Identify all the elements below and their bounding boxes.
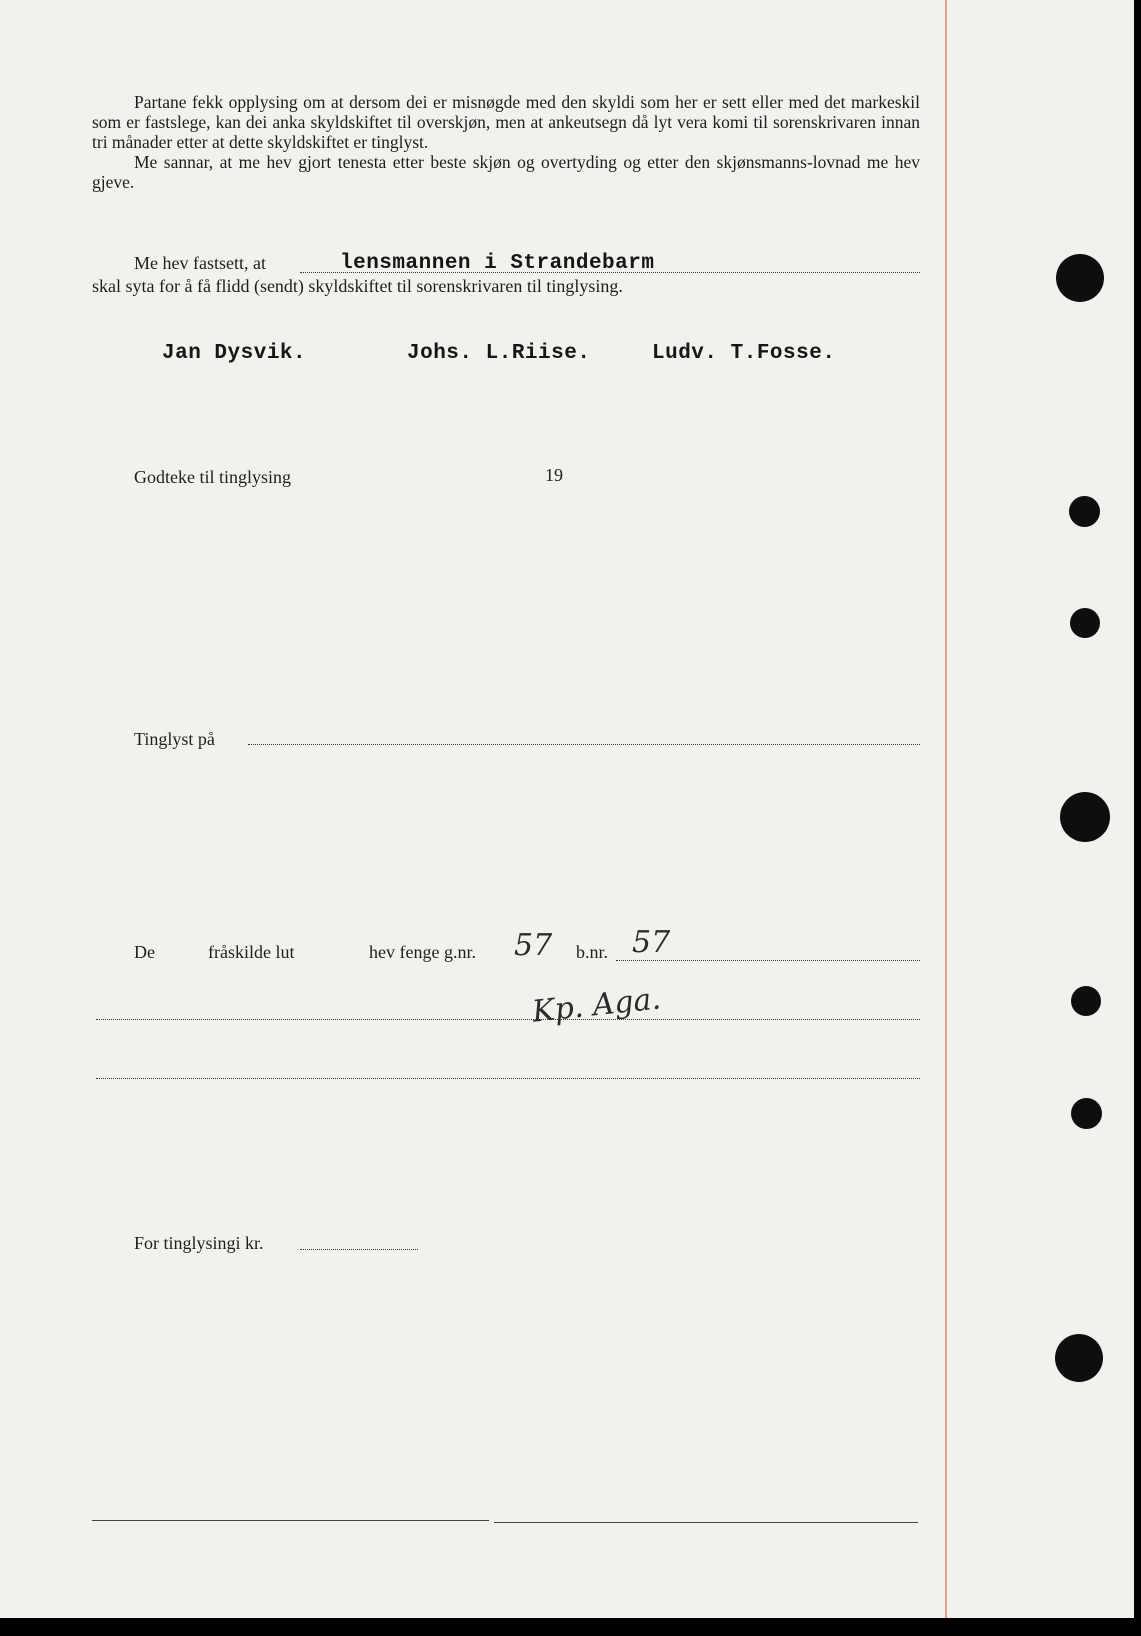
godteke-year: 19	[545, 465, 563, 485]
fastsett-continuation: skal syta for å få flidd (sendt) skyldskiftet til sorenskrivaren til tinglysing.	[92, 276, 623, 296]
gnr-value: 57	[514, 928, 553, 963]
tinglyst-dotted-line	[248, 744, 920, 745]
punch-hole	[1071, 1098, 1102, 1129]
text-block	[92, 92, 920, 192]
punch-hole	[1069, 496, 1100, 527]
margin-line	[945, 0, 947, 1618]
punch-hole	[1056, 254, 1104, 302]
handwritten-name: Kp. Aga.	[530, 981, 663, 1030]
punch-hole	[1071, 986, 1101, 1016]
de-label: De	[134, 942, 155, 962]
signature-1: Jan Dysvik.	[162, 342, 307, 365]
bottom-rule-right	[494, 1522, 918, 1523]
oath-paragraph: Me sannar, at me hev gjort tenesta etter beste skjøn og overtyding og etter den skjønsmanns-lovnad me hev gjeve.	[92, 152, 920, 192]
blank-dotted-line	[96, 1078, 920, 1079]
hev-fenge-label: hev fenge g.nr.	[369, 942, 476, 962]
scan-border-right	[1134, 0, 1141, 1636]
info-paragraph: Partane fekk opplysing om at dersom dei er misnøgde med den skyldi som her er sett eller med det markeskil som er fastslege, kan dei anka skyldskiftet til overskjøn, men at ankeutsegn då lyt vera komi til sorenskrivaren innan tri månader etter at dette skyldskiftet er tinglyst.	[92, 92, 920, 152]
bnr-dotted-line	[616, 960, 920, 961]
name-dotted-line	[96, 1019, 920, 1020]
fastsett-typed-value: lensmannen i Strandebarm	[340, 252, 655, 275]
punch-hole	[1070, 608, 1100, 638]
tinglysingi-label: For tinglysingi kr.	[134, 1233, 264, 1253]
punch-hole	[1055, 1334, 1103, 1382]
fastsett-label: Me hev fastsett, at	[134, 253, 266, 273]
bnr-value: 57	[632, 925, 671, 960]
signature-2: Johs. L.Riise.	[407, 342, 591, 365]
tinglyst-label: Tinglyst på	[134, 729, 215, 749]
lut-label: fråskilde lut	[208, 942, 295, 962]
punch-hole	[1060, 792, 1110, 842]
godteke-label: Godteke til tinglysing	[134, 467, 291, 487]
bnr-label: b.nr.	[576, 942, 609, 962]
tinglysingi-dotted-line	[300, 1249, 418, 1250]
scan-border-bottom	[0, 1618, 1141, 1636]
signature-3: Ludv. T.Fosse.	[652, 342, 836, 365]
bottom-rule-left	[92, 1520, 489, 1521]
